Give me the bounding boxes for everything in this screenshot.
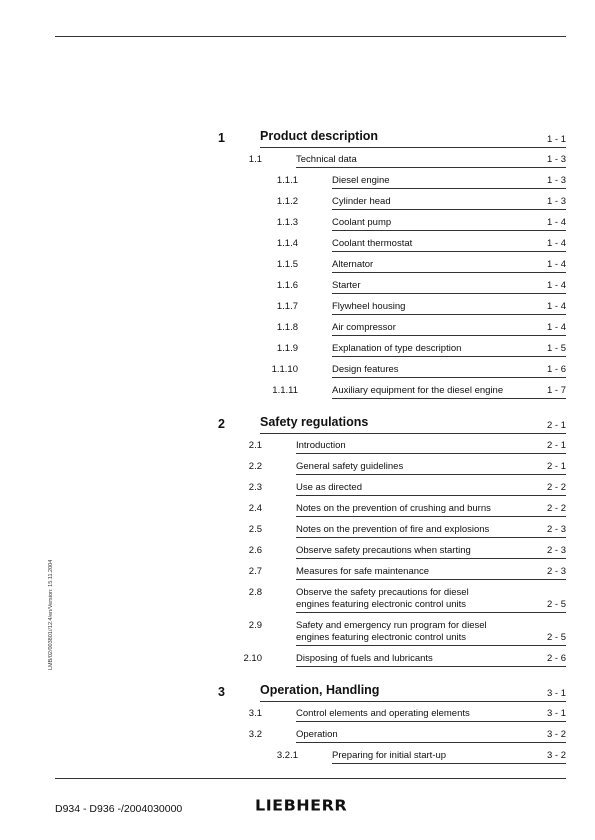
toc-page-number: 1 - 3 bbox=[546, 175, 566, 186]
toc-page-number: 1 - 7 bbox=[546, 385, 566, 396]
toc-number: 2.7 bbox=[248, 566, 262, 577]
toc-title: Observe safety precautions when starting bbox=[296, 545, 471, 556]
toc-number: 3 bbox=[218, 685, 225, 699]
toc-page-number: 2 - 5 bbox=[546, 598, 566, 610]
toc-entry[interactable] bbox=[218, 708, 566, 721]
toc-underline bbox=[260, 147, 566, 148]
toc-number: 2.9 bbox=[248, 620, 262, 631]
toc-title: Coolant thermostat bbox=[332, 238, 413, 249]
toc-underline bbox=[296, 579, 566, 580]
toc-page-number: 2 - 1 bbox=[546, 420, 566, 431]
toc-number: 1.1.5 bbox=[276, 259, 298, 270]
toc-number: 1.1 bbox=[248, 154, 262, 165]
toc-entry[interactable] bbox=[218, 385, 566, 398]
toc-entry[interactable] bbox=[218, 364, 566, 377]
toc-page-number: 3 - 2 bbox=[546, 750, 566, 761]
toc-title: Notes on the prevention of crushing and burns bbox=[296, 503, 491, 514]
footer-rule bbox=[55, 778, 566, 779]
toc-entry[interactable] bbox=[218, 196, 566, 209]
toc-title: Control elements and operating elements bbox=[296, 708, 470, 719]
toc-underline bbox=[296, 612, 566, 613]
toc-title: Alternator bbox=[332, 259, 374, 270]
toc-underline bbox=[332, 188, 566, 189]
toc-chapter[interactable] bbox=[218, 131, 566, 147]
toc-title: Use as directed bbox=[296, 482, 363, 493]
toc-number: 2 bbox=[218, 417, 225, 431]
toc-number: 2.3 bbox=[248, 482, 262, 493]
toc-underline bbox=[296, 516, 566, 517]
toc-page-number: 2 - 1 bbox=[546, 440, 566, 451]
toc-page-number: 3 - 2 bbox=[546, 729, 566, 740]
toc-number: 1.1.9 bbox=[276, 343, 298, 354]
toc-page-number: 1 - 1 bbox=[546, 134, 566, 145]
toc-entry[interactable] bbox=[218, 259, 566, 272]
toc-title: Auxiliary equipment for the diesel engine bbox=[332, 385, 504, 396]
document-code: D934 - D936 -/2004030000 bbox=[55, 803, 183, 815]
toc-underline bbox=[296, 721, 566, 722]
toc-number: 2.1 bbox=[248, 440, 262, 451]
toc-title: Preparing for initial start-up bbox=[332, 750, 447, 761]
toc-page-number: 2 - 1 bbox=[546, 461, 566, 472]
toc-entry[interactable] bbox=[218, 238, 566, 251]
toc-number: 3.1 bbox=[248, 708, 262, 719]
toc-entry[interactable] bbox=[218, 620, 566, 645]
toc-page-number: 2 - 5 bbox=[546, 631, 566, 643]
toc-page-number: 1 - 4 bbox=[546, 322, 566, 333]
toc-title: Starter bbox=[332, 280, 361, 291]
toc-underline bbox=[260, 701, 566, 702]
toc-number: 3.2.1 bbox=[276, 750, 298, 761]
toc-entry[interactable] bbox=[218, 750, 566, 763]
toc-title: Design features bbox=[332, 364, 399, 375]
toc-number: 2.2 bbox=[248, 461, 262, 472]
toc-underline bbox=[332, 377, 566, 378]
toc-number: 3.2 bbox=[248, 729, 262, 740]
toc-title: Technical data bbox=[296, 154, 357, 165]
toc-title: Air compressor bbox=[332, 322, 396, 333]
toc-number: 1.1.8 bbox=[276, 322, 298, 333]
toc-number: 1.1.10 bbox=[271, 364, 298, 375]
toc-page-number: 1 - 4 bbox=[546, 280, 566, 291]
toc-page-number: 1 - 6 bbox=[546, 364, 566, 375]
toc-number: 2.6 bbox=[248, 545, 262, 556]
toc-title: Flywheel housing bbox=[332, 301, 406, 312]
toc-number: 1.1.4 bbox=[276, 238, 298, 249]
toc-number: 2.8 bbox=[248, 587, 262, 598]
toc-chapter[interactable] bbox=[218, 685, 566, 701]
toc-entry[interactable] bbox=[218, 154, 566, 167]
toc-page-number: 1 - 4 bbox=[546, 259, 566, 270]
toc-underline bbox=[296, 495, 566, 496]
toc-entry[interactable] bbox=[218, 653, 566, 666]
toc-page-number: 1 - 4 bbox=[546, 301, 566, 312]
toc-page-number: 2 - 2 bbox=[546, 503, 566, 514]
toc-title: Operation bbox=[296, 729, 338, 740]
toc-number: 1.1.2 bbox=[276, 196, 298, 207]
toc-number: 2.4 bbox=[248, 503, 262, 514]
toc-page-number: 1 - 3 bbox=[546, 154, 566, 165]
toc-entry[interactable] bbox=[218, 343, 566, 356]
toc-title: Measures for safe maintenance bbox=[296, 566, 430, 577]
toc-underline bbox=[332, 272, 566, 273]
toc-title: Explanation of type description bbox=[332, 343, 462, 354]
toc-underline bbox=[296, 666, 566, 667]
toc-underline bbox=[332, 763, 566, 764]
toc-underline bbox=[332, 230, 566, 231]
header-rule bbox=[55, 36, 566, 37]
toc-entry[interactable] bbox=[218, 729, 566, 742]
toc-title: Product description bbox=[260, 129, 379, 143]
toc-underline bbox=[296, 474, 566, 475]
document-version-note: LMB/02/003801//12.4/en/Version: 15.11.2004 bbox=[48, 559, 54, 670]
toc-number: 1 bbox=[218, 131, 225, 145]
toc-page-number: 2 - 3 bbox=[546, 545, 566, 556]
toc-number: 1.1.6 bbox=[276, 280, 298, 291]
toc-underline bbox=[296, 645, 566, 646]
toc-page-number: 2 - 6 bbox=[546, 653, 566, 664]
toc-underline bbox=[260, 433, 566, 434]
toc-page-number: 3 - 1 bbox=[546, 688, 566, 699]
toc-title: Safety and emergency run program for diesel engines featuring electronic control units bbox=[296, 620, 487, 643]
toc-number: 1.1.3 bbox=[276, 217, 298, 228]
toc-entry[interactable] bbox=[218, 301, 566, 314]
toc-entry[interactable] bbox=[218, 217, 566, 230]
toc-page-number: 3 - 1 bbox=[546, 708, 566, 719]
toc-page-number: 1 - 5 bbox=[546, 343, 566, 354]
toc-underline bbox=[296, 742, 566, 743]
toc-entry[interactable] bbox=[218, 545, 566, 558]
toc-page-number: 2 - 3 bbox=[546, 524, 566, 535]
toc-title: Introduction bbox=[296, 440, 346, 451]
toc-entry[interactable] bbox=[218, 280, 566, 293]
toc-underline bbox=[332, 314, 566, 315]
toc-underline bbox=[332, 356, 566, 357]
toc-page-number: 1 - 3 bbox=[546, 196, 566, 207]
toc-underline bbox=[332, 209, 566, 210]
toc-number: 1.1.11 bbox=[272, 385, 298, 396]
toc-underline bbox=[296, 558, 566, 559]
toc-title: Cylinder head bbox=[332, 196, 391, 207]
toc-entry[interactable] bbox=[218, 566, 566, 579]
toc-entry[interactable] bbox=[218, 524, 566, 537]
toc-underline bbox=[332, 251, 566, 252]
toc-entry[interactable] bbox=[218, 175, 566, 188]
toc-page-number: 2 - 3 bbox=[546, 566, 566, 577]
toc-underline bbox=[296, 167, 566, 168]
toc-number: 2.5 bbox=[248, 524, 262, 535]
toc-entry[interactable] bbox=[218, 440, 566, 453]
toc-entry[interactable] bbox=[218, 587, 566, 612]
toc-entry[interactable] bbox=[218, 461, 566, 474]
toc-page-number: 1 - 4 bbox=[546, 238, 566, 249]
toc-title: Safety regulations bbox=[260, 415, 369, 429]
toc-underline bbox=[296, 453, 566, 454]
toc-underline bbox=[332, 335, 566, 336]
toc-title: Disposing of fuels and lubricants bbox=[296, 653, 433, 664]
brand-logo: LIEBHERR bbox=[255, 796, 348, 815]
toc-title: General safety guidelines bbox=[296, 461, 404, 472]
toc-title: Notes on the prevention of fire and explosions bbox=[296, 524, 490, 535]
toc-entry[interactable] bbox=[218, 322, 566, 335]
toc-number: 2.10 bbox=[243, 653, 262, 664]
toc-title: Operation, Handling bbox=[260, 683, 380, 697]
toc-entry[interactable] bbox=[218, 482, 566, 495]
toc-page-number: 1 - 4 bbox=[546, 217, 566, 228]
toc-title: Diesel engine bbox=[332, 175, 390, 186]
toc-number: 1.1.1 bbox=[276, 175, 298, 186]
toc-underline bbox=[332, 398, 566, 399]
toc-underline bbox=[332, 293, 566, 294]
toc-underline bbox=[296, 537, 566, 538]
toc-chapter[interactable] bbox=[218, 417, 566, 433]
toc-title: Coolant pump bbox=[332, 217, 392, 228]
toc-page-number: 2 - 2 bbox=[546, 482, 566, 493]
toc-number: 1.1.7 bbox=[276, 301, 298, 312]
toc-entry[interactable] bbox=[218, 503, 566, 516]
toc-title: Observe the safety precautions for diesel engines featuring electronic control units bbox=[296, 587, 469, 610]
